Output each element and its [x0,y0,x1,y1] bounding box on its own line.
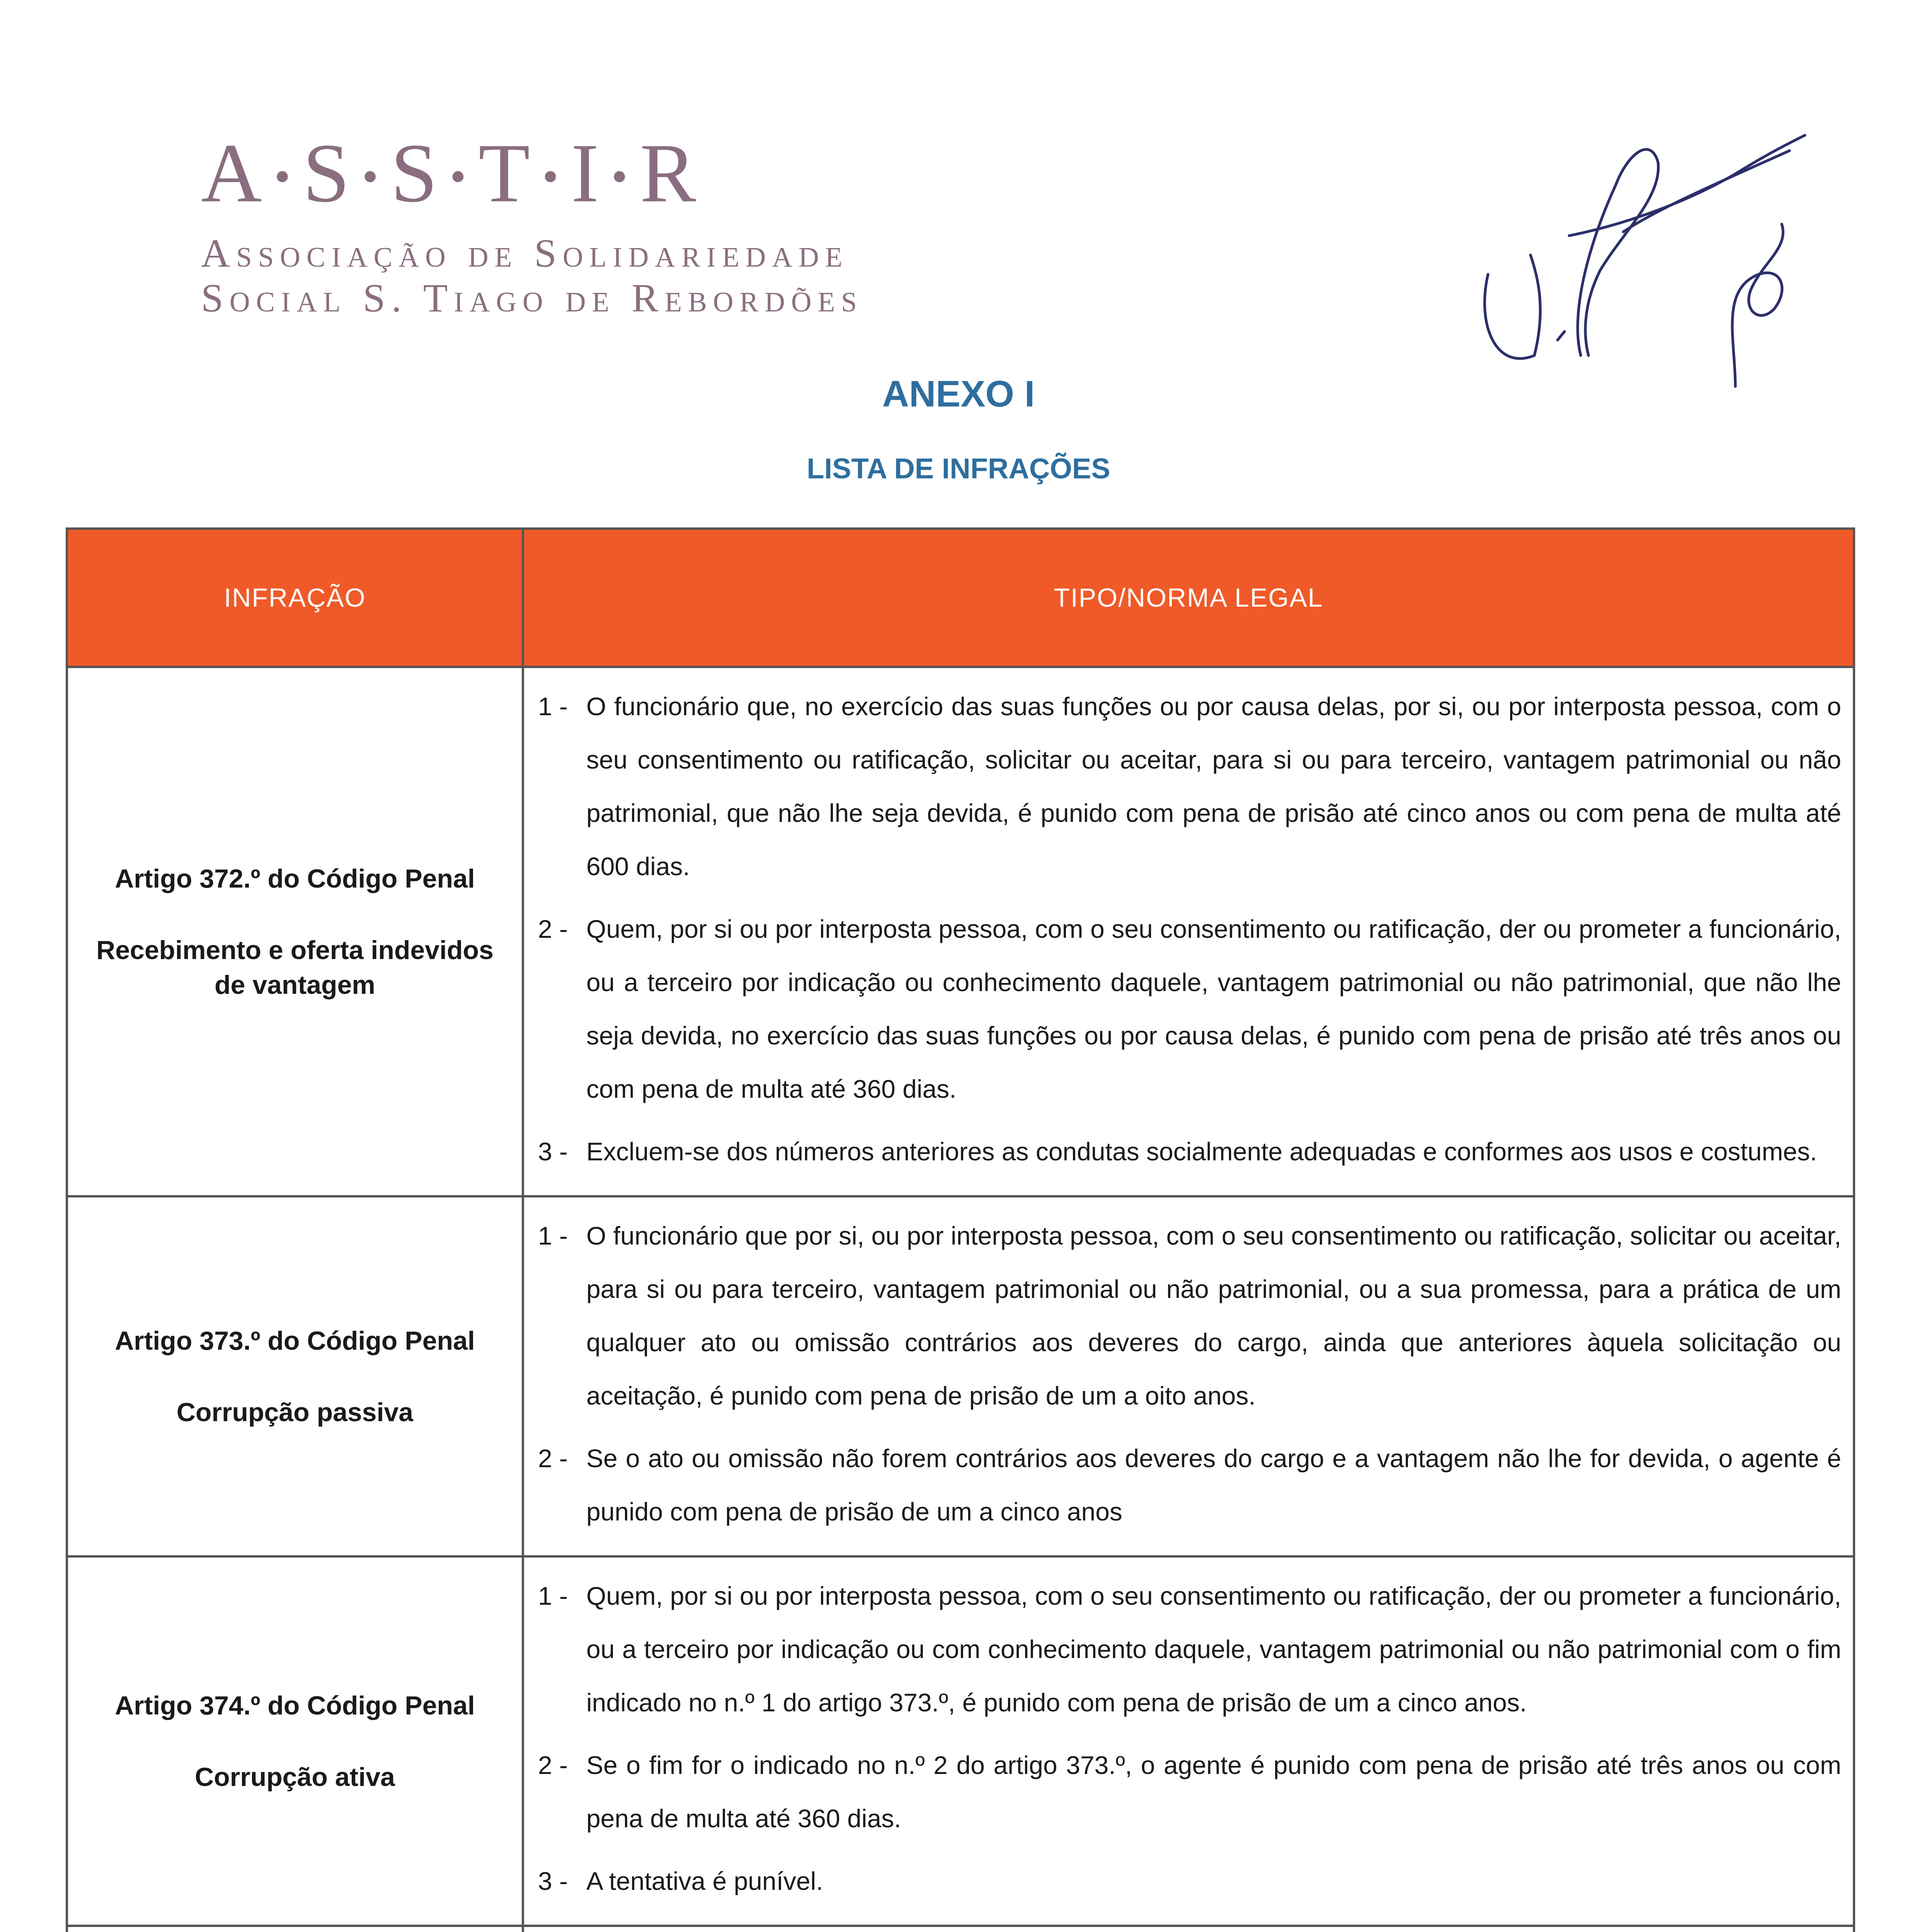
association-logo [201,127,863,321]
legal-paragraph: 3 - A tentativa é punível. [538,1867,823,1895]
header-tipo-norma-legal: TIPO/NORMA LEGAL [1054,583,1323,612]
legal-text-cell [524,1197,1853,1555]
legal-text-cell [524,1558,1853,1925]
infractions-table [66,527,1855,1932]
table-header [68,530,1853,668]
article-reference: Artigo 373.º do Código Penal [115,1326,475,1355]
logo-line-2: Social S. Tiago de Rebordões [201,276,863,321]
article-reference: Artigo 372.º do Código Penal [115,864,475,893]
infraction-cell [68,1927,524,1932]
legal-paragraph: 2 - Quem, por si ou por interposta pessoa, com o seu consentimento ou ratificação, der ou prometer a funcionário, ou a terceiro por indicação ou conhecimento daquele, vantagem patrimonial ou não patrimonial, que não lhe seja devida, no exercício das suas funções ou por causa delas, é punido com pena de prisão até três anos ou com pena de multa até 360 dias. [538,915,1841,1103]
table-row [68,1927,1853,1932]
header-infracao: INFRAÇÃO [68,530,524,666]
legal-paragraph: 1 - O funcionário que, no exercício das suas funções ou por causa delas, por si, ou por interposta pessoa, com o seu consentimento ou ratificação, solicitar ou aceitar, para si ou para terceiro, vantagem patrimonial ou não patrimonial, que não lhe seja devida, é punido com pena de prisão até cinco anos ou com pena de multa até 600 dias. [538,692,1841,881]
infraction-name: Corrupção ativa [195,1762,395,1792]
annex-subtitle: LISTA DE INFRAÇÕES [807,452,1110,485]
infraction-name: Recebimento e oferta indevidos de vantagem [96,935,494,1000]
legal-paragraph: 2 - Se o ato ou omissão não forem contrários aos deveres do cargo e a vantagem não lhe for devida, o agente é punido com pena de prisão de um a cinco anos [538,1444,1841,1526]
legal-text-cell [524,1927,1853,1932]
legal-paragraph: 2 - Se o fim for o indicado no n.º 2 do artigo 373.º, o agente é punido com pena de prisão até três anos ou com pena de multa até 360 dias. [538,1751,1841,1833]
infraction-name: Corrupção passiva [176,1397,414,1427]
table-row [68,1558,1853,1927]
legal-paragraph: 3 - Excluem-se dos números anteriores as condutas socialmente adequadas e conformes aos usos e costumes. [538,1137,1817,1166]
infraction-cell [68,1197,524,1555]
logo-acronym: A • S • S • T • I • R [201,127,698,220]
annex-title: ANEXO I [882,373,1035,415]
handwritten-initials [1442,108,1851,394]
legal-paragraph: 1 - Quem, por si ou por interposta pessoa, com o seu consentimento ou ratificação, der ou prometer a funcionário, ou a terceiro por indicação ou com conhecimento daquele, vantagem patrimonial ou não patrimonial com o fim indicado no n.º 1 do artigo 373.º, é punido com pena de prisão de um a cinco anos. [538,1582,1841,1717]
article-reference: Artigo 374.º do Código Penal [115,1690,475,1720]
legal-paragraph: 1 - O funcionário que por si, ou por interposta pessoa, com o seu consentimento ou ratificação, solicitar ou aceitar, para si ou para terceiro, vantagem patrimonial ou não patrimonial, ou a sua promessa, para a prática de um qualquer ato ou omissão contrários aos deveres do cargo, ainda que anteriores àquela solicitação ou aceitação, é punido com pena de prisão de um a oito anos. [538,1221,1841,1410]
logo-line-1: Associação de Solidariedade [201,231,849,276]
legal-text-cell [524,668,1853,1195]
infraction-cell [68,1558,524,1925]
infraction-cell [68,668,524,1195]
table-row [68,668,1853,1197]
table-row [68,1197,1853,1558]
